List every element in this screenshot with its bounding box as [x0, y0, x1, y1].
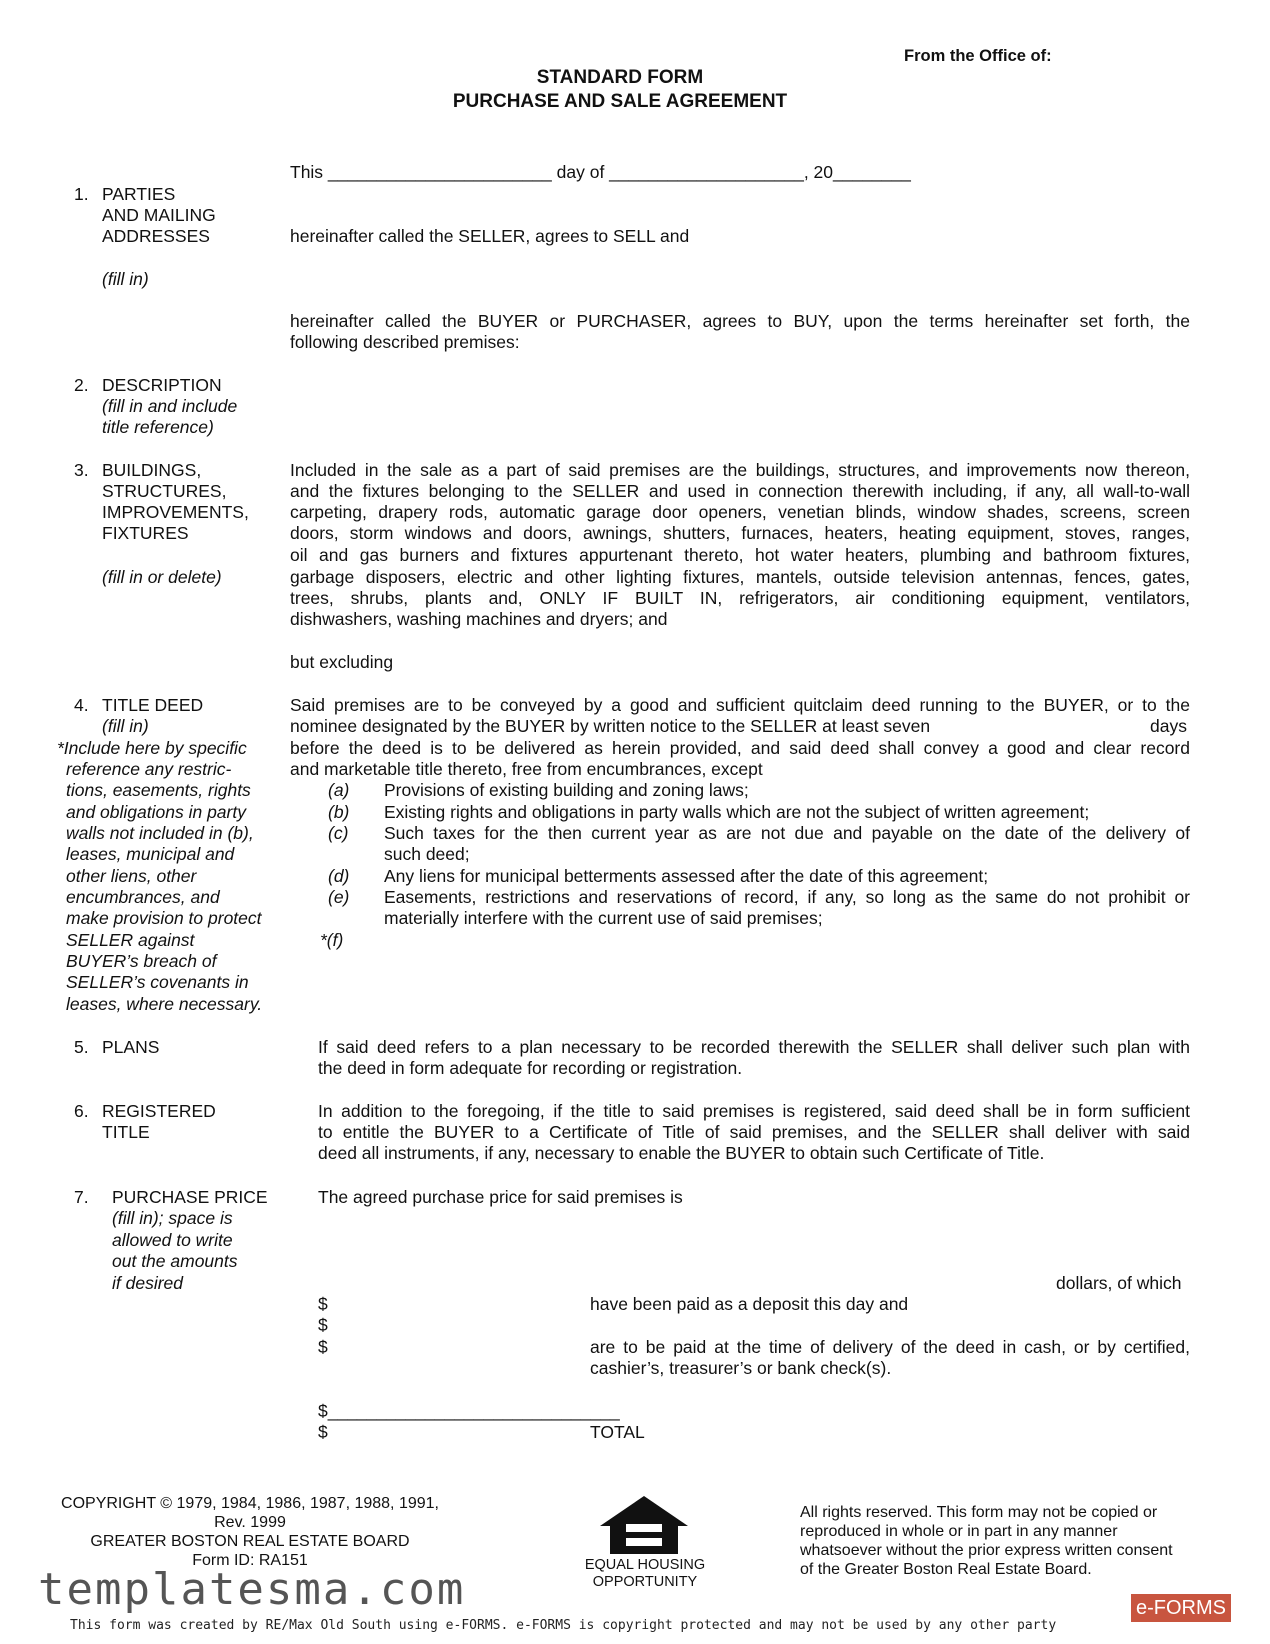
section3-heading-3: IMPROVEMENTS, — [102, 502, 249, 522]
exception-text: Existing rights and obligations in party walls which are not the subject of written agreement; — [384, 802, 1090, 822]
section2-note-2: title reference) — [102, 417, 214, 437]
exception-label: (c) — [328, 823, 349, 843]
section4-side-note: and obligations in party — [66, 802, 246, 822]
section3-body-line: oil and gas burners and fixtures appurtenant thereto, hot water heaters, plumbing and bathroom fixtures, — [290, 545, 1190, 565]
form-title-line2: PURCHASE AND SALE AGREEMENT — [452, 91, 788, 112]
section5-heading: PLANS — [102, 1037, 160, 1057]
section4-side-note: SELLER’s covenants in — [66, 972, 249, 992]
exception-text: such deed; — [384, 844, 470, 864]
dollar-sign: $ — [318, 1422, 328, 1442]
section1-heading-2: AND MAILING — [102, 205, 216, 225]
section5-num: 5. — [74, 1037, 89, 1057]
section3-body-line: and the fixtures belonging to the SELLER and used in connection therewith including, if any, all wall-to-wall — [290, 481, 1190, 501]
section3-excluding: but excluding — [290, 652, 394, 672]
section6-heading-1: REGISTERED — [102, 1101, 216, 1121]
section4-side-note: SELLER against — [66, 930, 195, 950]
exception-text: Easements, restrictions and reservations of record, if any, so long as the same do not prohibit or — [384, 887, 1190, 907]
section4-body-line: nominee designated by the BUYER by written notice to the SELLER at least seven — [290, 716, 931, 736]
section4-body-line: and marketable title thereto, free from encumbrances, except — [290, 759, 763, 779]
section4-side-note: make provision to protect — [66, 908, 262, 928]
eho-text-2: OPPORTUNITY — [592, 1574, 698, 1590]
section2-note-1: (fill in and include — [102, 396, 238, 416]
section4-num: 4. — [74, 695, 89, 715]
delivery-text-1: are to be paid at the time of delivery of the deed in cash, or by certified, — [590, 1337, 1190, 1357]
section2-num: 2. — [74, 375, 89, 395]
price-dollars-label: dollars, of which — [1056, 1273, 1182, 1293]
price-intro: The agreed purchase price for said premises is — [318, 1187, 683, 1207]
copyright-line-2: Rev. 1999 — [214, 1514, 286, 1531]
section4-side-note: *Include here by specific — [57, 738, 247, 758]
section7-heading: PURCHASE PRICE — [112, 1187, 268, 1207]
form-title-line1: STANDARD FORM — [536, 67, 704, 88]
copyright-line-1: COPYRIGHT © 1979, 1984, 1986, 1987, 1988, 1991, — [61, 1495, 439, 1512]
section3-body-line: garbage disposers, electric and other lighting fixtures, mantels, outside television antennas, fences, gates, — [290, 567, 1190, 587]
delivery-text-2: cashier’s, treasurer’s or bank check(s). — [590, 1358, 892, 1378]
section1-heading-1: PARTIES — [102, 184, 176, 204]
section7-note: if desired — [112, 1273, 184, 1293]
section3-body-last: dishwashers, washing machines and dryers; and — [290, 609, 668, 629]
exception-label: (d) — [328, 866, 350, 886]
section3-heading-4: FIXTURES — [102, 523, 189, 543]
dollar-sign: $ — [318, 1315, 328, 1335]
section5-body-line: the deed in form adequate for recording or registration. — [318, 1058, 743, 1078]
created-by-line: This form was created by RE/Max Old South using e-FORMS. e-FORMS is copyright protected and may not be used by any other party — [70, 1618, 1057, 1633]
section6-body-line: deed all instruments, if any, necessary to enable the BUYER to obtain such Certificate of Title. — [318, 1143, 1045, 1163]
section7-num: 7. — [74, 1187, 89, 1207]
section4-body-line: before the deed is to be delivered as herein provided, and said deed shall convey a good and clear record — [290, 738, 1190, 758]
section6-body-line: In addition to the foregoing, if the title to said premises is registered, said deed shall be in form sufficient — [318, 1101, 1190, 1121]
section1-num: 1. — [74, 184, 89, 204]
section4-side-note: encumbrances, and — [66, 887, 220, 907]
section1-note: (fill in) — [102, 269, 149, 289]
exception-label: (b) — [328, 802, 350, 822]
section3-heading-2: STRUCTURES, — [102, 481, 227, 501]
section6-body-line: to entitle the BUYER to a Certificate of Title of said premises, and the SELLER shall deliver with said — [318, 1122, 1190, 1142]
section4-side-note: tions, easements, rights — [66, 780, 251, 800]
section3-note: (fill in or delete) — [102, 567, 222, 587]
section4-note: (fill in) — [102, 716, 149, 736]
section1-heading-3: ADDRESSES — [102, 226, 210, 246]
exception-text: materially interfere with the current use of said premises; — [384, 908, 823, 928]
section4-side-note: BUYER’s breach of — [66, 951, 217, 971]
equal-housing-icon — [598, 1494, 690, 1556]
section7-note: (fill in); space is — [112, 1208, 233, 1228]
section4-side-note: reference any restric- — [66, 759, 232, 779]
dollar-sign: $ — [318, 1337, 328, 1357]
section3-heading-1: BUILDINGS, — [102, 460, 202, 480]
rights-line-4: of the Greater Boston Real Estate Board. — [800, 1561, 1092, 1578]
section4-side-note: leases, municipal and — [66, 844, 235, 864]
exception-label: (a) — [328, 780, 350, 800]
section4-side-note: walls not included in (b), — [66, 823, 254, 843]
section3-body-line: Included in the sale as a part of said premises are the buildings, structures, and improvements now thereon, — [290, 460, 1190, 480]
section3-body-line: doors, storm windows and doors, awnings, shutters, furnaces, heaters, heating equipment, stoves, ranges, — [290, 523, 1190, 543]
section7-note: allowed to write — [112, 1230, 233, 1250]
exception-label: (e) — [328, 887, 350, 907]
rights-line-3: whatsoever without the prior express written consent — [800, 1542, 1173, 1559]
section6-num: 6. — [74, 1101, 89, 1121]
copyright-line-3: GREATER BOSTON REAL ESTATE BOARD — [90, 1533, 410, 1550]
section4-side-note: leases, where necessary. — [66, 994, 263, 1014]
total-line[interactable]: $______________________________ — [318, 1401, 620, 1421]
date-line[interactable]: This _______________________ day of ____________________, 20________ — [290, 162, 911, 182]
rights-line-2: reproduced in whole or in part in any manner — [800, 1523, 1118, 1540]
section7-note: out the amounts — [112, 1251, 238, 1271]
from-office-label: From the Office of: — [904, 47, 1052, 65]
section4-heading: TITLE DEED — [102, 695, 204, 715]
section4-body-line: Said premises are to be conveyed by a good and sufficient quitclaim deed running to the BUYER, or to the — [290, 695, 1190, 715]
seller-line: hereinafter called the SELLER, agrees to SELL and — [290, 226, 690, 246]
dollar-sign: $ — [318, 1294, 328, 1314]
section6-heading-2: TITLE — [102, 1122, 150, 1142]
section4-side-note: other liens, other — [66, 866, 197, 886]
eforms-logo: e-FORMS — [1131, 1594, 1231, 1622]
section2-heading: DESCRIPTION — [102, 375, 222, 395]
deposit-text: have been paid as a deposit this day and — [590, 1294, 909, 1314]
section4-days: days — [1150, 716, 1187, 736]
eho-text-1: EQUAL HOUSING — [584, 1557, 706, 1573]
section3-body-line: carpeting, drapery rods, automatic garage door openers, venetian blinds, window shades, screens, screen — [290, 502, 1190, 522]
exception-text: Any liens for municipal betterments assessed after the date of this agreement; — [384, 866, 989, 886]
watermark: templatesma.com — [38, 1564, 466, 1615]
section5-body-line: If said deed refers to a plan necessary to be recorded therewith the SELLER shall deliver such plan with — [318, 1037, 1190, 1057]
section3-body-line: trees, shrubs, plants and, ONLY IF BUILT IN, refrigerators, air conditioning equipment, ventilators, — [290, 588, 1190, 608]
total-label: TOTAL — [590, 1422, 645, 1442]
exception-text: Provisions of existing building and zoning laws; — [384, 780, 749, 800]
buyer-line-1: hereinafter called the BUYER or PURCHASER, agrees to BUY, upon the terms hereinafter set forth, the — [290, 311, 1190, 331]
rights-line-1: All rights reserved. This form may not be copied or — [800, 1504, 1158, 1521]
buyer-line-2: following described premises: — [290, 332, 520, 352]
exception-text: Such taxes for the then current year as are not due and payable on the date of the delivery of — [384, 823, 1190, 843]
section3-num: 3. — [74, 460, 89, 480]
exception-label: *(f) — [320, 930, 344, 950]
form-id: Form ID: RA151 — [192, 1552, 308, 1569]
